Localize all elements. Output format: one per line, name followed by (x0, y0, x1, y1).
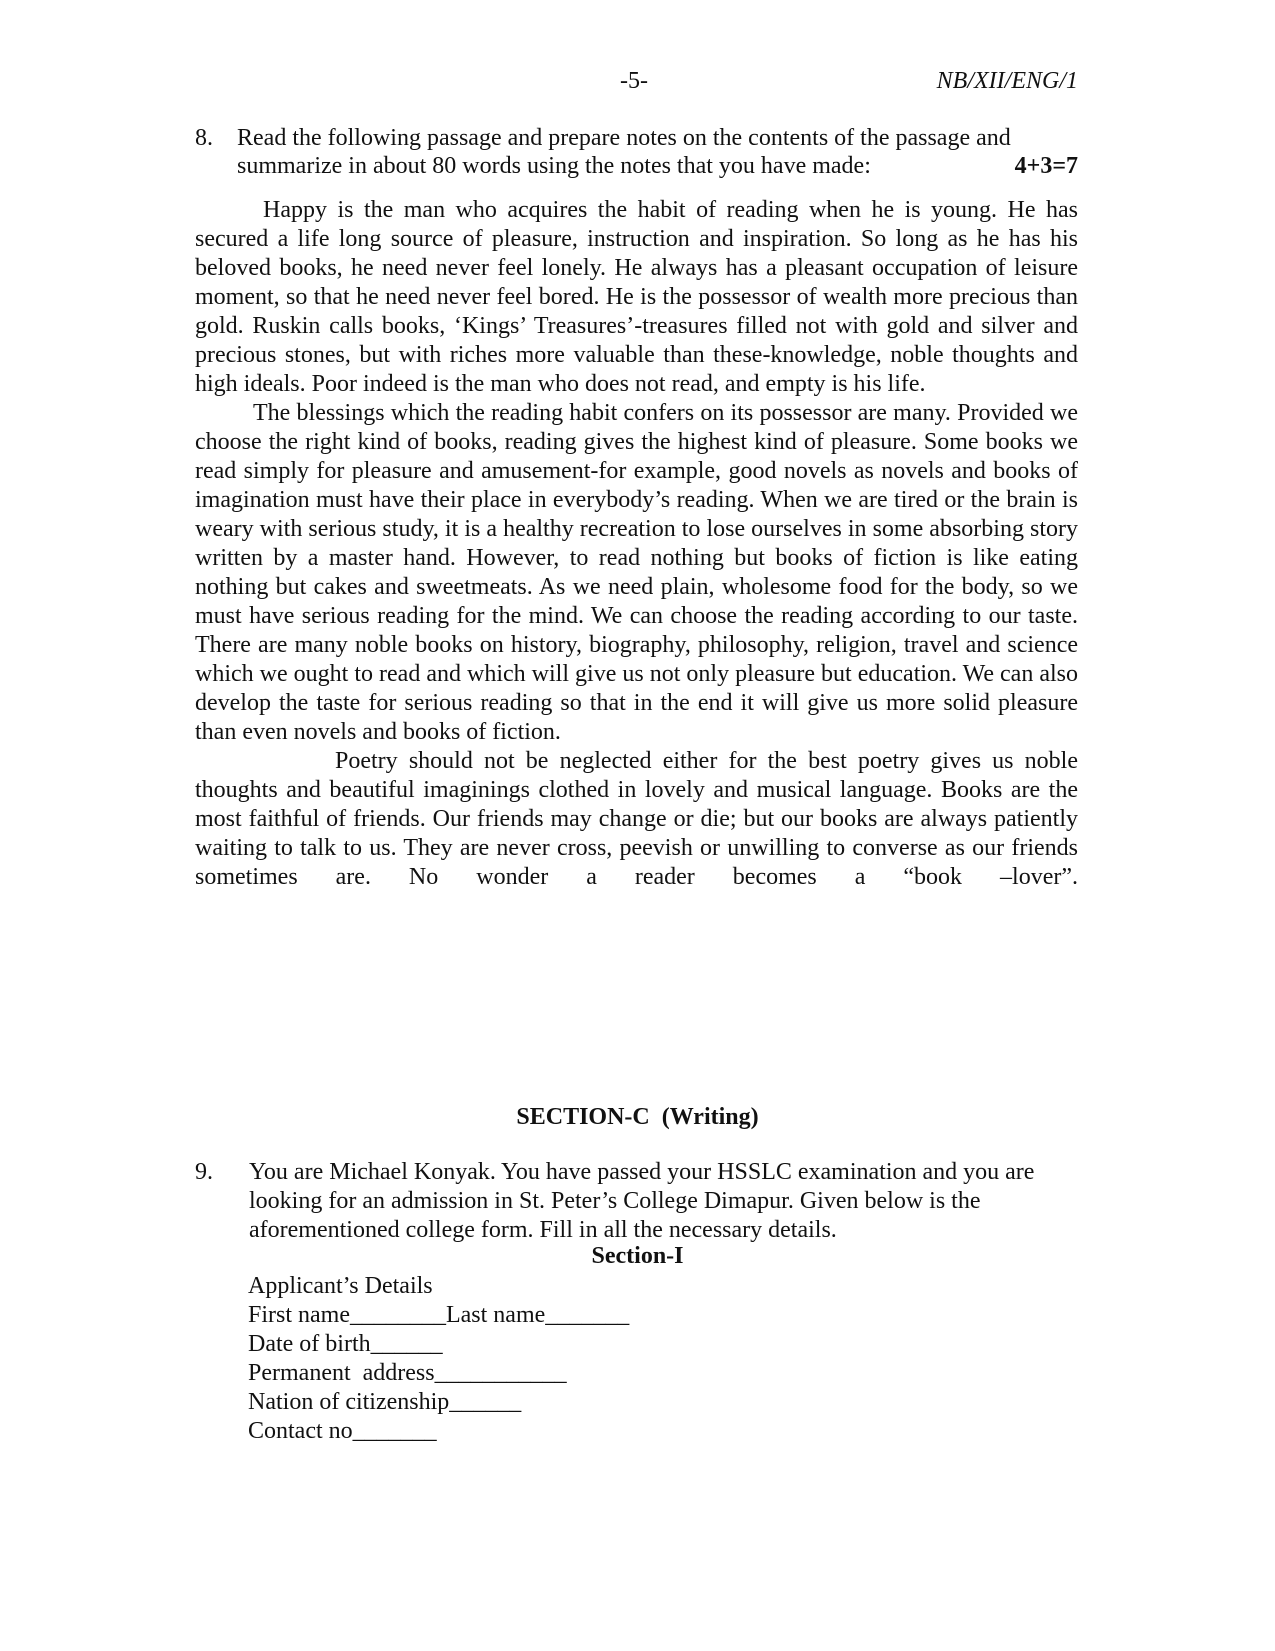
question-line-2-text: summarize in about 80 words using the notes that you have made: (237, 153, 871, 179)
question-line-1: Read the following passage and prepare notes on the contents of the passage and (237, 125, 1011, 151)
question-number: 9. (195, 1159, 213, 1185)
question-9 (195, 1158, 1078, 1245)
question-text: You are Michael Konyak. You have passed your HSSLC examination and you are looking for an admission in St. Peter’s College Dimapur. Given below is the aforementioned college form. Fill in all the necessary details. (249, 1159, 1035, 1243)
form-heading: Applicant’s Details (248, 1273, 433, 1299)
passage-paragraph-2: The blessings which the reading habit confers on its possessor are many. Provided we choose the right kind of books, reading gives the highest kind of pleasure. Some books we read simply for pleasure and amusement-for example, good novels as novels and books of imagination must have their place in everybody’s reading. When we are tired or the brain is weary with serious study, it is a healthy recreation to lose ourselves in some absorbing story written by a master hand. However, to read nothing but books of fiction is like eating nothing but cakes and sweetmeats. As we need plain, wholesome food for the body, so we must have serious reading for the mind. We can choose the reading according to our taste. There are many noble books on history, biography, philosophy, religion, travel and science which we ought to read and which will give us not only pleasure but education. We can also develop the taste for serious reading so that in the end it will give us more solid pleasure than even novels and books of fiction. (195, 400, 1078, 745)
section-c-heading (0, 1104, 1275, 1131)
form-field-citizenship: Nation of citizenship______ (248, 1389, 522, 1415)
question-8 (195, 124, 1078, 180)
application-form (248, 1272, 629, 1446)
question-number: 8. (195, 125, 213, 151)
page-number: -5- (620, 68, 648, 94)
form-field-date-of-birth: Date of birth______ (248, 1331, 443, 1357)
form-field-permanent-address: Permanent address___________ (248, 1360, 567, 1386)
form-field-contact: Contact no_______ (248, 1418, 437, 1444)
section-c-title: SECTION-C (Writing) (516, 1104, 759, 1130)
reading-passage (195, 196, 1078, 892)
question-text (237, 124, 1078, 180)
passage-paragraph-3: Poetry should not be neglected either for the best poetry gives us noble thoughts and beautiful imaginings clothed in lovely and musical language. Books are the most faithful of friends. Our friends may change or die; but our books are always patiently waiting to talk to us. They are never cross, peevish or unwilling to converse as our friends sometimes are. No wonder a reader becomes a “book –lover”. (195, 748, 1078, 890)
section-i-heading: Section-I (591, 1243, 684, 1269)
marks: 4+3=7 (1014, 153, 1078, 179)
passage-paragraph-1: Happy is the man who acquires the habit of reading when he is young. He has secured a life long source of pleasure, instruction and inspiration. So long as he has his beloved books, he need never feel lonely. He always has a pleasant occupation of leisure moment, so that he need never feel bored. He is the possessor of wealth more precious than gold. Ruskin calls books, ‘Kings’ Treasures’-treasures filled not with gold and silver and precious stones, but with riches more valuable than these-knowledge, noble thoughts and high ideals. Poor indeed is the man who does not read, and empty is his life. (195, 197, 1078, 397)
paper-code: NB/XII/ENG/1 (936, 68, 1078, 94)
form-field-name: First name________Last name_______ (248, 1302, 630, 1328)
question-line-2 (237, 152, 1078, 180)
